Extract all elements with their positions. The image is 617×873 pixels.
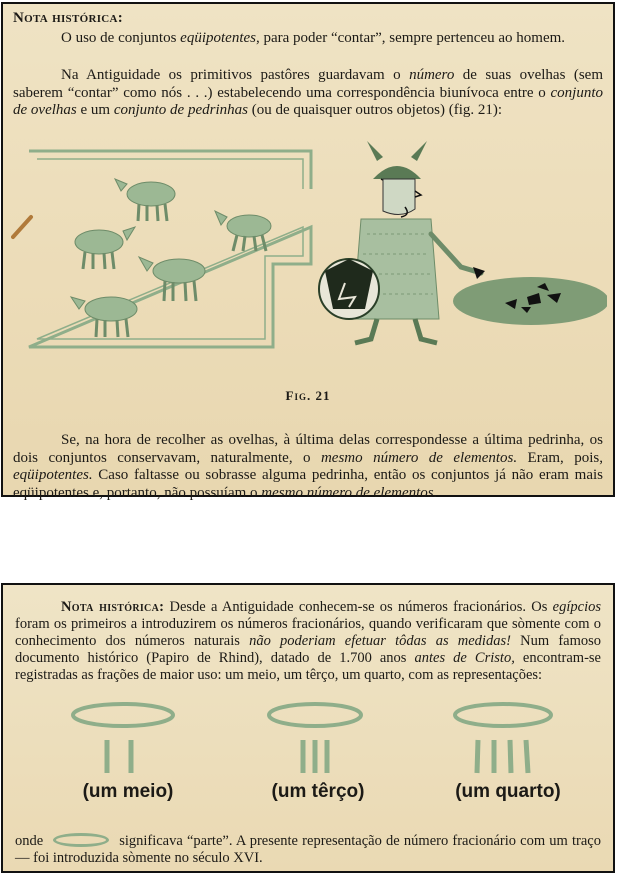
egyptian-fraction-glyphs — [3, 695, 613, 795]
panel1-paragraph-2: Na Antiguidade os primitivos pastôres guardavam o número de suas ovelhas (sem saberem “contar” como nós . . .) estabelecendo uma correspondência biunívoca entre o conjunto de ovelhas e um conjunto de pedrinhas (ou de quaisquer outros objetos) (fig. 21): — [13, 67, 603, 118]
twig-mark — [13, 217, 31, 237]
panel2-paragraph-1: Nota histórica: Desde a Antiguidade conhecem-se os números fracionários. Os egípcios foram os primeiros a introduzirem os números fracionários, quando verificaram que sòmente com o conhecimento dos números naturais não poderiam efetuar tôdas as medidas! Num famoso documento histórico (Papiro de Rhind), datado de 1.700 anos antes de Cristo, encontram-se registradas as frações de maior uso: um meio, um têrço, um quarto, com as representações: — [15, 599, 602, 683]
panel1-heading: Nota histórica: — [13, 10, 124, 26]
label-one-half: (um meio) — [82, 781, 174, 802]
figure-21-caption: Fig. 21 — [285, 388, 331, 403]
panel1-paragraph-1: O uso de conjuntos eqüipotentes, para poder “contar”, sempre pertenceu ao homem. — [61, 30, 566, 46]
sheep-1 — [115, 179, 175, 221]
part-glyph-icon — [53, 833, 109, 847]
glyph-one-third — [269, 704, 361, 773]
glyph-one-quarter — [455, 704, 551, 773]
glyph-one-half — [73, 704, 173, 773]
historical-note-panel-1 — [1, 2, 615, 501]
pebble-pile — [453, 277, 607, 325]
pebble-bag — [319, 259, 379, 319]
panel1-paragraph-3: Se, na hora de recolher as ovelhas, à última delas correspondesse a última pedrinha, os dois conjuntos conservavam, naturalmente, o mesmo número de elementos. Eram, pois, eqüipotentes. Caso faltasse ou sobrasse alguma pedrinha, então os conjuntos já não eram mais eqüipotentes e, portanto, não possuíam o mesmo número de elementos. — [13, 432, 603, 501]
sheep-2 — [75, 227, 135, 269]
panel2-paragraph-2: onde significava “parte”. A presente representação de número fracionário com um traço — foi introduzida sòmente no século XVI. — [15, 833, 601, 866]
panel2-heading: Nota histórica: — [61, 599, 165, 615]
label-one-third: (um têrço) — [271, 781, 365, 802]
historical-note-panel-2 — [1, 583, 615, 873]
shepherd-figure — [353, 141, 481, 343]
sheep-5 — [71, 297, 137, 337]
sheep-3 — [215, 211, 271, 251]
sheep-pen — [29, 151, 311, 347]
label-one-quarter: (um quarto) — [455, 781, 561, 802]
figure-21-illustration — [11, 139, 607, 364]
